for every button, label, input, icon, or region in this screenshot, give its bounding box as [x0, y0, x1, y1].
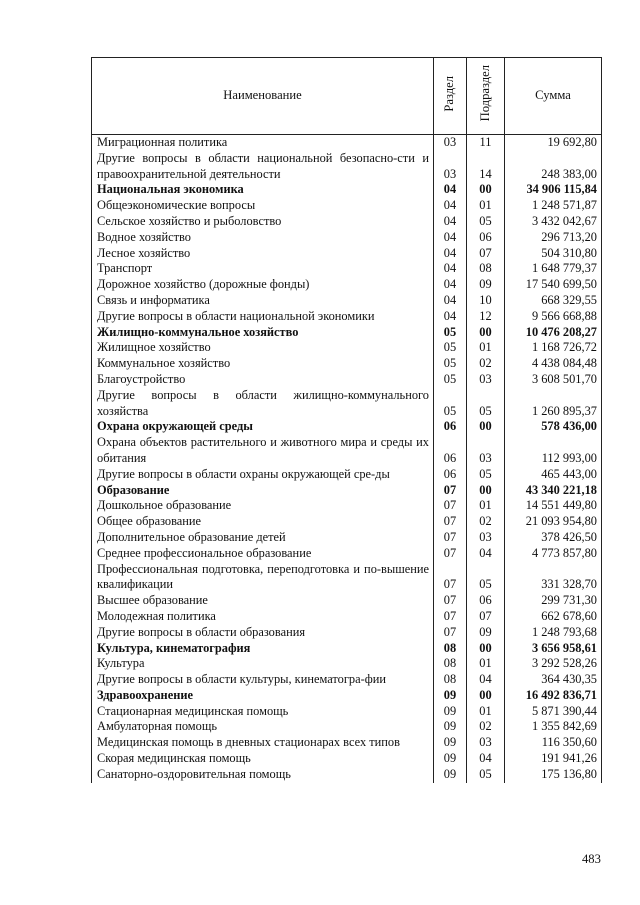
table-row — [92, 656, 602, 672]
row-name: Скорая медицинская помощь — [92, 751, 434, 767]
row-name: Дорожное хозяйство (дорожные фонды) — [92, 277, 434, 293]
row-subsection: 01 — [467, 656, 505, 672]
row-sum: 1 168 726,72 — [505, 340, 602, 356]
row-section: 05 — [434, 356, 467, 372]
row-subsection: 02 — [467, 356, 505, 372]
row-section: 03 — [434, 135, 467, 151]
row-name: Дополнительное образование детей — [92, 530, 434, 546]
row-sum: 331 328,70 — [505, 562, 602, 594]
row-sum: 34 906 115,84 — [505, 182, 602, 198]
row-name: Медицинская помощь в дневных стационарах всех типов — [92, 735, 434, 751]
row-name: Водное хозяйство — [92, 230, 434, 246]
table-row — [92, 672, 602, 688]
row-name: Жилищно-коммунальное хозяйство — [92, 325, 434, 341]
table-row — [92, 641, 602, 657]
row-name: Охрана объектов растительного и животного мира и среды их обитания — [92, 435, 434, 467]
row-name: Жилищное хозяйство — [92, 340, 434, 356]
row-section: 07 — [434, 498, 467, 514]
table-row — [92, 151, 602, 183]
row-subsection: 04 — [467, 546, 505, 562]
row-sum: 578 436,00 — [505, 419, 602, 435]
row-sum: 3 292 528,26 — [505, 656, 602, 672]
row-name: Высшее образование — [92, 593, 434, 609]
row-sum: 116 350,60 — [505, 735, 602, 751]
table-row — [92, 230, 602, 246]
row-sum: 296 713,20 — [505, 230, 602, 246]
row-sum: 9 566 668,88 — [505, 309, 602, 325]
table-row — [92, 467, 602, 483]
row-subsection: 05 — [467, 562, 505, 594]
row-subsection: 02 — [467, 514, 505, 530]
row-subsection: 05 — [467, 467, 505, 483]
row-sum: 5 871 390,44 — [505, 704, 602, 720]
row-section: 07 — [434, 609, 467, 625]
row-name: Другие вопросы в области охраны окружающей сре-ды — [92, 467, 434, 483]
table-row — [92, 372, 602, 388]
row-sum: 191 941,26 — [505, 751, 602, 767]
row-section: 08 — [434, 656, 467, 672]
table-row — [92, 293, 602, 309]
row-sum: 1 355 842,69 — [505, 719, 602, 735]
table-row — [92, 356, 602, 372]
table-row — [92, 246, 602, 262]
table-row — [92, 435, 602, 467]
row-sum: 1 648 779,37 — [505, 261, 602, 277]
row-sum: 3 656 958,61 — [505, 641, 602, 657]
row-subsection: 01 — [467, 198, 505, 214]
table-row — [92, 498, 602, 514]
table-row — [92, 625, 602, 641]
row-subsection: 02 — [467, 719, 505, 735]
row-sum: 175 136,80 — [505, 767, 602, 783]
table-row — [92, 261, 602, 277]
table-row — [92, 198, 602, 214]
table-row — [92, 214, 602, 230]
row-sum: 1 248 571,87 — [505, 198, 602, 214]
row-name: Миграционная политика — [92, 135, 434, 151]
row-name: Другие вопросы в области образования — [92, 625, 434, 641]
table-row — [92, 688, 602, 704]
row-section: 03 — [434, 151, 467, 183]
table-row — [92, 609, 602, 625]
row-subsection: 04 — [467, 751, 505, 767]
row-name: Дошкольное образование — [92, 498, 434, 514]
row-subsection: 00 — [467, 688, 505, 704]
row-subsection: 05 — [467, 214, 505, 230]
table-row — [92, 514, 602, 530]
row-section: 06 — [434, 435, 467, 467]
row-subsection: 01 — [467, 498, 505, 514]
row-sum: 504 310,80 — [505, 246, 602, 262]
row-name: Связь и информатика — [92, 293, 434, 309]
row-name: Лесное хозяйство — [92, 246, 434, 262]
header-sum: Сумма — [505, 58, 602, 135]
row-sum: 378 426,50 — [505, 530, 602, 546]
row-name: Общеэкономические вопросы — [92, 198, 434, 214]
row-name: Амбулаторная помощь — [92, 719, 434, 735]
row-sum: 16 492 836,71 — [505, 688, 602, 704]
row-section: 09 — [434, 719, 467, 735]
row-section: 07 — [434, 546, 467, 562]
row-section: 09 — [434, 735, 467, 751]
row-section: 04 — [434, 261, 467, 277]
row-sum: 1 248 793,68 — [505, 625, 602, 641]
row-name: Культура — [92, 656, 434, 672]
row-section: 05 — [434, 372, 467, 388]
row-sum: 21 093 954,80 — [505, 514, 602, 530]
row-sum: 10 476 208,27 — [505, 325, 602, 341]
row-sum: 112 993,00 — [505, 435, 602, 467]
table-row — [92, 735, 602, 751]
row-section: 09 — [434, 767, 467, 783]
row-subsection: 00 — [467, 483, 505, 499]
table-header — [92, 58, 602, 135]
row-subsection: 07 — [467, 609, 505, 625]
row-name: Другие вопросы в области культуры, кинематогра-фии — [92, 672, 434, 688]
row-name: Коммунальное хозяйство — [92, 356, 434, 372]
header-subsection-label: Подраздел — [477, 65, 492, 122]
row-section: 07 — [434, 483, 467, 499]
row-subsection: 00 — [467, 419, 505, 435]
table-row — [92, 483, 602, 499]
row-section: 04 — [434, 214, 467, 230]
row-section: 05 — [434, 388, 467, 420]
row-name: Профессиональная подготовка, переподготовка и по-вышение квалификации — [92, 562, 434, 594]
row-section: 04 — [434, 246, 467, 262]
row-sum: 248 383,00 — [505, 151, 602, 183]
row-subsection: 01 — [467, 704, 505, 720]
row-section: 06 — [434, 419, 467, 435]
row-sum: 4 438 084,48 — [505, 356, 602, 372]
row-subsection: 07 — [467, 246, 505, 262]
header-subsection — [467, 58, 505, 135]
row-name: Благоустройство — [92, 372, 434, 388]
row-section: 04 — [434, 293, 467, 309]
row-sum: 662 678,60 — [505, 609, 602, 625]
row-name: Другие вопросы в области национальной экономики — [92, 309, 434, 325]
table-row — [92, 704, 602, 720]
table-row — [92, 182, 602, 198]
row-section: 04 — [434, 198, 467, 214]
table-row — [92, 719, 602, 735]
row-section: 08 — [434, 672, 467, 688]
table-row — [92, 767, 602, 783]
table-row — [92, 546, 602, 562]
row-subsection: 03 — [467, 372, 505, 388]
row-subsection: 00 — [467, 182, 505, 198]
row-subsection: 12 — [467, 309, 505, 325]
header-section-label: Раздел — [442, 75, 457, 112]
header-name: Наименование — [92, 58, 434, 135]
row-sum: 299 731,30 — [505, 593, 602, 609]
row-sum: 3 608 501,70 — [505, 372, 602, 388]
row-sum: 17 540 699,50 — [505, 277, 602, 293]
row-subsection: 06 — [467, 230, 505, 246]
row-name: Санаторно-оздоровительная помощь — [92, 767, 434, 783]
row-section: 07 — [434, 530, 467, 546]
row-subsection: 05 — [467, 388, 505, 420]
row-section: 09 — [434, 751, 467, 767]
row-subsection: 14 — [467, 151, 505, 183]
table-row — [92, 277, 602, 293]
table-row — [92, 340, 602, 356]
row-subsection: 00 — [467, 641, 505, 657]
row-name: Другие вопросы в области жилищно-коммунального хозяйства — [92, 388, 434, 420]
row-subsection: 01 — [467, 340, 505, 356]
row-subsection: 06 — [467, 593, 505, 609]
row-subsection: 10 — [467, 293, 505, 309]
row-subsection: 08 — [467, 261, 505, 277]
row-sum: 1 260 895,37 — [505, 388, 602, 420]
row-sum: 4 773 857,80 — [505, 546, 602, 562]
row-subsection: 03 — [467, 530, 505, 546]
row-subsection: 11 — [467, 135, 505, 151]
row-section: 05 — [434, 325, 467, 341]
table-row — [92, 388, 602, 420]
row-section: 05 — [434, 340, 467, 356]
row-section: 07 — [434, 625, 467, 641]
row-subsection: 03 — [467, 435, 505, 467]
row-sum: 364 430,35 — [505, 672, 602, 688]
row-section: 04 — [434, 182, 467, 198]
row-section: 09 — [434, 688, 467, 704]
row-sum: 3 432 042,67 — [505, 214, 602, 230]
row-subsection: 09 — [467, 625, 505, 641]
row-sum: 14 551 449,80 — [505, 498, 602, 514]
row-section: 07 — [434, 593, 467, 609]
row-subsection: 00 — [467, 325, 505, 341]
row-subsection: 05 — [467, 767, 505, 783]
row-section: 04 — [434, 309, 467, 325]
row-name: Стационарная медицинская помощь — [92, 704, 434, 720]
row-name: Другие вопросы в области национальной безопасно-сти и правоохранительной деятельности — [92, 151, 434, 183]
row-section: 04 — [434, 230, 467, 246]
row-section: 04 — [434, 277, 467, 293]
row-subsection: 03 — [467, 735, 505, 751]
row-subsection: 04 — [467, 672, 505, 688]
row-name: Образование — [92, 483, 434, 499]
row-name: Культура, кинематография — [92, 641, 434, 657]
row-section: 07 — [434, 562, 467, 594]
header-section — [434, 58, 467, 135]
row-name: Охрана окружающей среды — [92, 419, 434, 435]
row-sum: 43 340 221,18 — [505, 483, 602, 499]
row-subsection: 09 — [467, 277, 505, 293]
row-section: 06 — [434, 467, 467, 483]
table-row — [92, 419, 602, 435]
row-name: Сельское хозяйство и рыболовство — [92, 214, 434, 230]
row-name: Общее образование — [92, 514, 434, 530]
row-name: Среднее профессиональное образование — [92, 546, 434, 562]
table-body — [92, 135, 602, 783]
table-row — [92, 530, 602, 546]
table-row — [92, 593, 602, 609]
row-name: Здравоохранение — [92, 688, 434, 704]
row-name: Молодежная политика — [92, 609, 434, 625]
row-section: 07 — [434, 514, 467, 530]
row-section: 09 — [434, 704, 467, 720]
budget-table — [91, 57, 602, 783]
row-sum: 465 443,00 — [505, 467, 602, 483]
row-name: Национальная экономика — [92, 182, 434, 198]
table-row — [92, 309, 602, 325]
table-row — [92, 135, 602, 151]
table-row — [92, 562, 602, 594]
table-row — [92, 325, 602, 341]
row-sum: 668 329,55 — [505, 293, 602, 309]
page-number: 483 — [582, 852, 601, 866]
row-section: 08 — [434, 641, 467, 657]
row-sum: 19 692,80 — [505, 135, 602, 151]
row-name: Транспорт — [92, 261, 434, 277]
table-row — [92, 751, 602, 767]
